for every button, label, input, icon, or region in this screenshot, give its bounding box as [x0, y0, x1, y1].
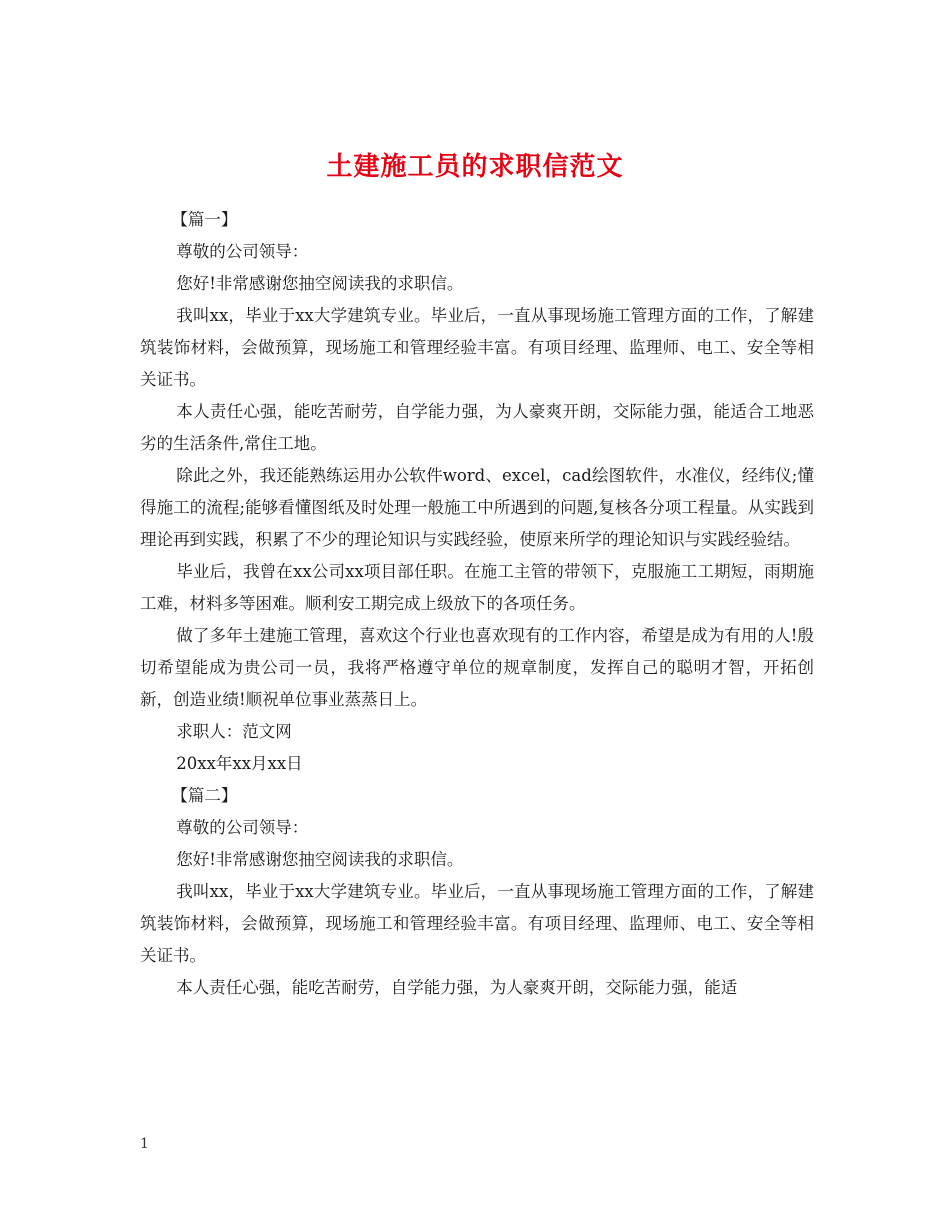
paragraph: 尊敬的公司领导： [176, 818, 309, 837]
section-heading: 【篇一】 [171, 210, 238, 229]
paragraph: 本人责任心强，能吃苦耐劳，自学能力强，为人豪爽开朗，交际能力强，能适合工地恶劣的生活条件,常住工地。 [140, 402, 814, 453]
paragraph: 我叫xx，毕业于xx大学建筑专业。毕业后，一直从事现场施工管理方面的工作，了解建筑装饰材料，会做预算，现场施工和管理经验丰富。有项目经理、监理师、电工、安全等相关证书。 [140, 882, 814, 965]
paragraph: 毕业后，我曾在xx公司xx项目部任职。在施工主管的带领下，克服施工工期短，雨期施工难，材料多等困难。顺利安工期完成上级放下的各项任务。 [140, 562, 814, 613]
paragraph: 您好!非常感谢您抽空阅读我的求职信。 [176, 850, 464, 869]
paragraph: 本人责任心强，能吃苦耐劳，自学能力强，为人豪爽开朗，交际能力强，能适 [176, 978, 738, 997]
paragraph: 尊敬的公司领导： [176, 242, 309, 261]
document-title: 土建施工员的求职信范文 [326, 152, 624, 183]
paragraph: 您好!非常感谢您抽空阅读我的求职信。 [176, 274, 464, 293]
paragraph: 除此之外，我还能熟练运用办公软件word、excel，cad绘图软件，水准仪，经纬仪;懂得施工的流程;能够看懂图纸及时处理一般施工中所遇到的问题,复核各分项工程量。从实践到理论再到实践，积累了不少的理论知识与实践经验，使原来所学的理论知识与实践经验结。 [140, 466, 814, 549]
paragraph: 求职人：范文网 [176, 722, 292, 741]
paragraph: 20xx年xx月xx日 [176, 754, 303, 773]
section-heading: 【篇二】 [171, 786, 238, 805]
document-body [140, 204, 814, 1004]
page-number: 1 [140, 1136, 149, 1152]
paragraph: 做了多年土建施工管理，喜欢这个行业也喜欢现有的工作内容，希望是成为有用的人!殷切希望能成为贵公司一员，我将严格遵守单位的规章制度，发挥自己的聪明才智，开拓创新，创造业绩!顺祝单位事业蒸蒸日上。 [140, 626, 814, 709]
paragraph: 我叫xx，毕业于xx大学建筑专业。毕业后，一直从事现场施工管理方面的工作，了解建筑装饰材料，会做预算，现场施工和管理经验丰富。有项目经理、监理师、电工、安全等相关证书。 [140, 306, 814, 389]
